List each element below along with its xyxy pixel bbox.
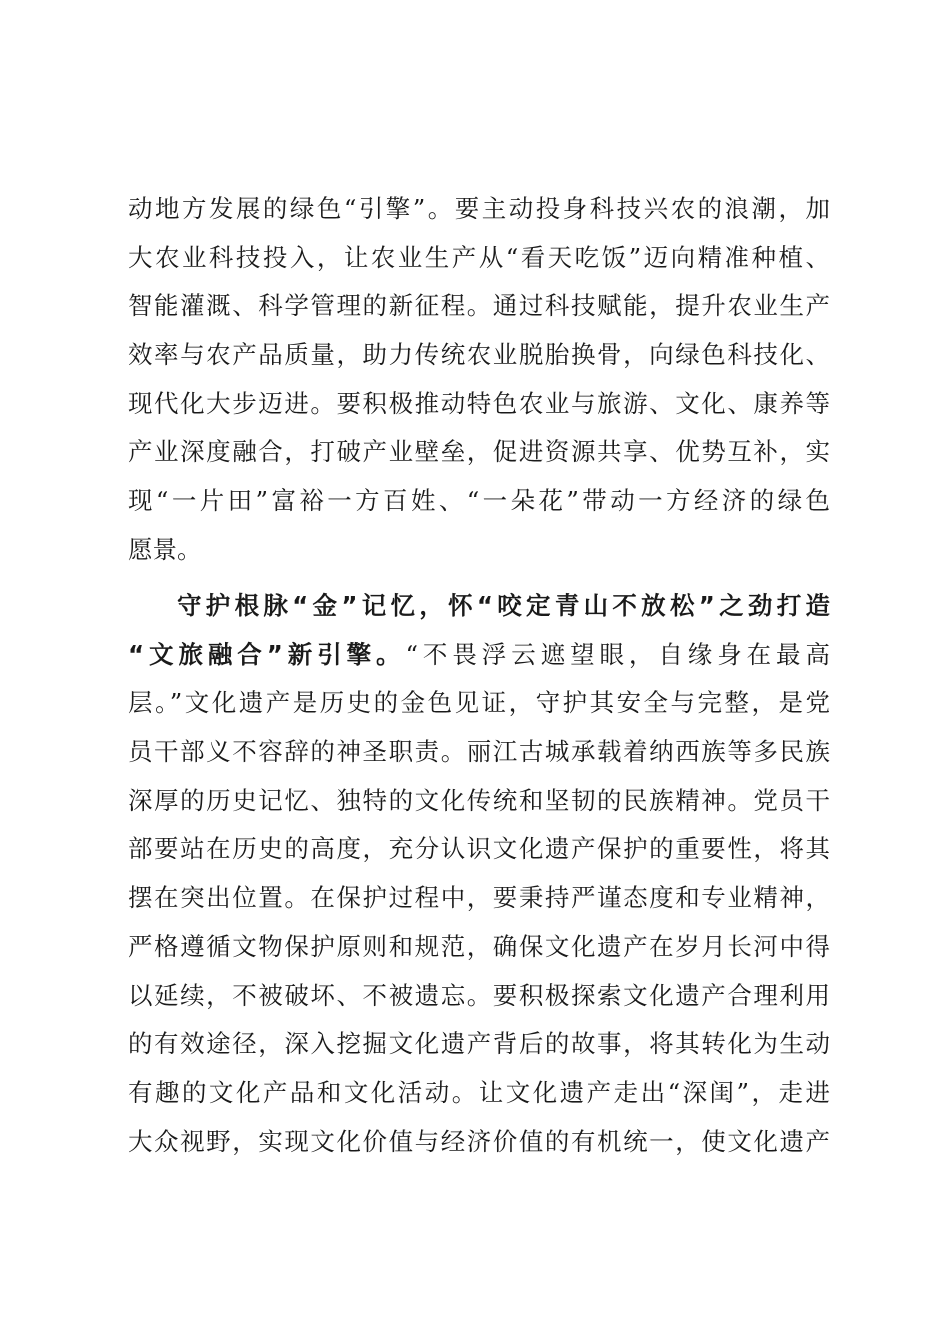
paragraph-culture [128,582,830,1166]
text-line: 摆在突出位置。在保护过程中，要秉持严谨态度和专业精神， [128,883,830,913]
text-line: 以延续，不被破坏、不被遗忘。要积极探索文化遗产合理利用 [128,980,830,1010]
text-line: 部要站在历史的高度，充分认识文化遗产保护的重要性，将其 [128,834,830,864]
section-heading: 守护根脉“金”记忆，怀“咬定青山不放松”之劲打造 [177,591,830,620]
text-line: 现“一片田”富裕一方百姓、“一朵花”带动一方经济的绿色 [128,486,830,516]
text-line: 愿景。 [128,534,202,564]
text-line: 的有效途径，深入挖掘文化遗产背后的故事，将其转化为生动 [128,1029,830,1059]
text-line [128,631,830,680]
text-line: 智能灌溉、科学管理的新征程。通过科技赋能，提升农业生产 [128,291,830,321]
text-line: 动地方发展的绿色“引擎”。要主动投身科技兴农的浪潮，加 [128,194,830,223]
text-line: 大众视野，实现文化价值与经济价值的有机统一，使文化遗产 [128,1126,830,1156]
text-line: 大农业科技投入，让农业生产从“看天吃饭”迈向精准种植、 [128,242,830,272]
text-line: 深厚的历史记忆、独特的文化传统和坚韧的民族精神。党员干 [128,785,830,815]
quote-text: “不畏浮云遮望眼，自缘身在最高 [405,639,830,669]
text-line: 效率与农产品质量，助力传统农业脱胎换骨，向绿色科技化、 [128,340,830,370]
text-line: 现代化大步迈进。要积极推动特色农业与旅游、文化、康养等 [128,388,830,418]
text-line: 有趣的文化产品和文化活动。让文化遗产走出“深闺”，走进 [128,1077,830,1107]
paragraph-agriculture [128,185,830,575]
text-line: 产业深度融合，打破产业壁垒，促进资源共享、优势互补，实 [128,437,830,467]
text-line: 严格遵循文物保护原则和规范，确保文化遗产在岁月长河中得 [128,931,830,961]
text-line: 员干部义不容辞的神圣职责。丽江古城承载着纳西族等多民族 [128,737,830,767]
section-heading-continued: “文旅融合”新引擎。 [128,639,406,669]
text-line: 层。”文化遗产是历史的金色见证，守护其安全与完整，是党 [128,688,830,718]
